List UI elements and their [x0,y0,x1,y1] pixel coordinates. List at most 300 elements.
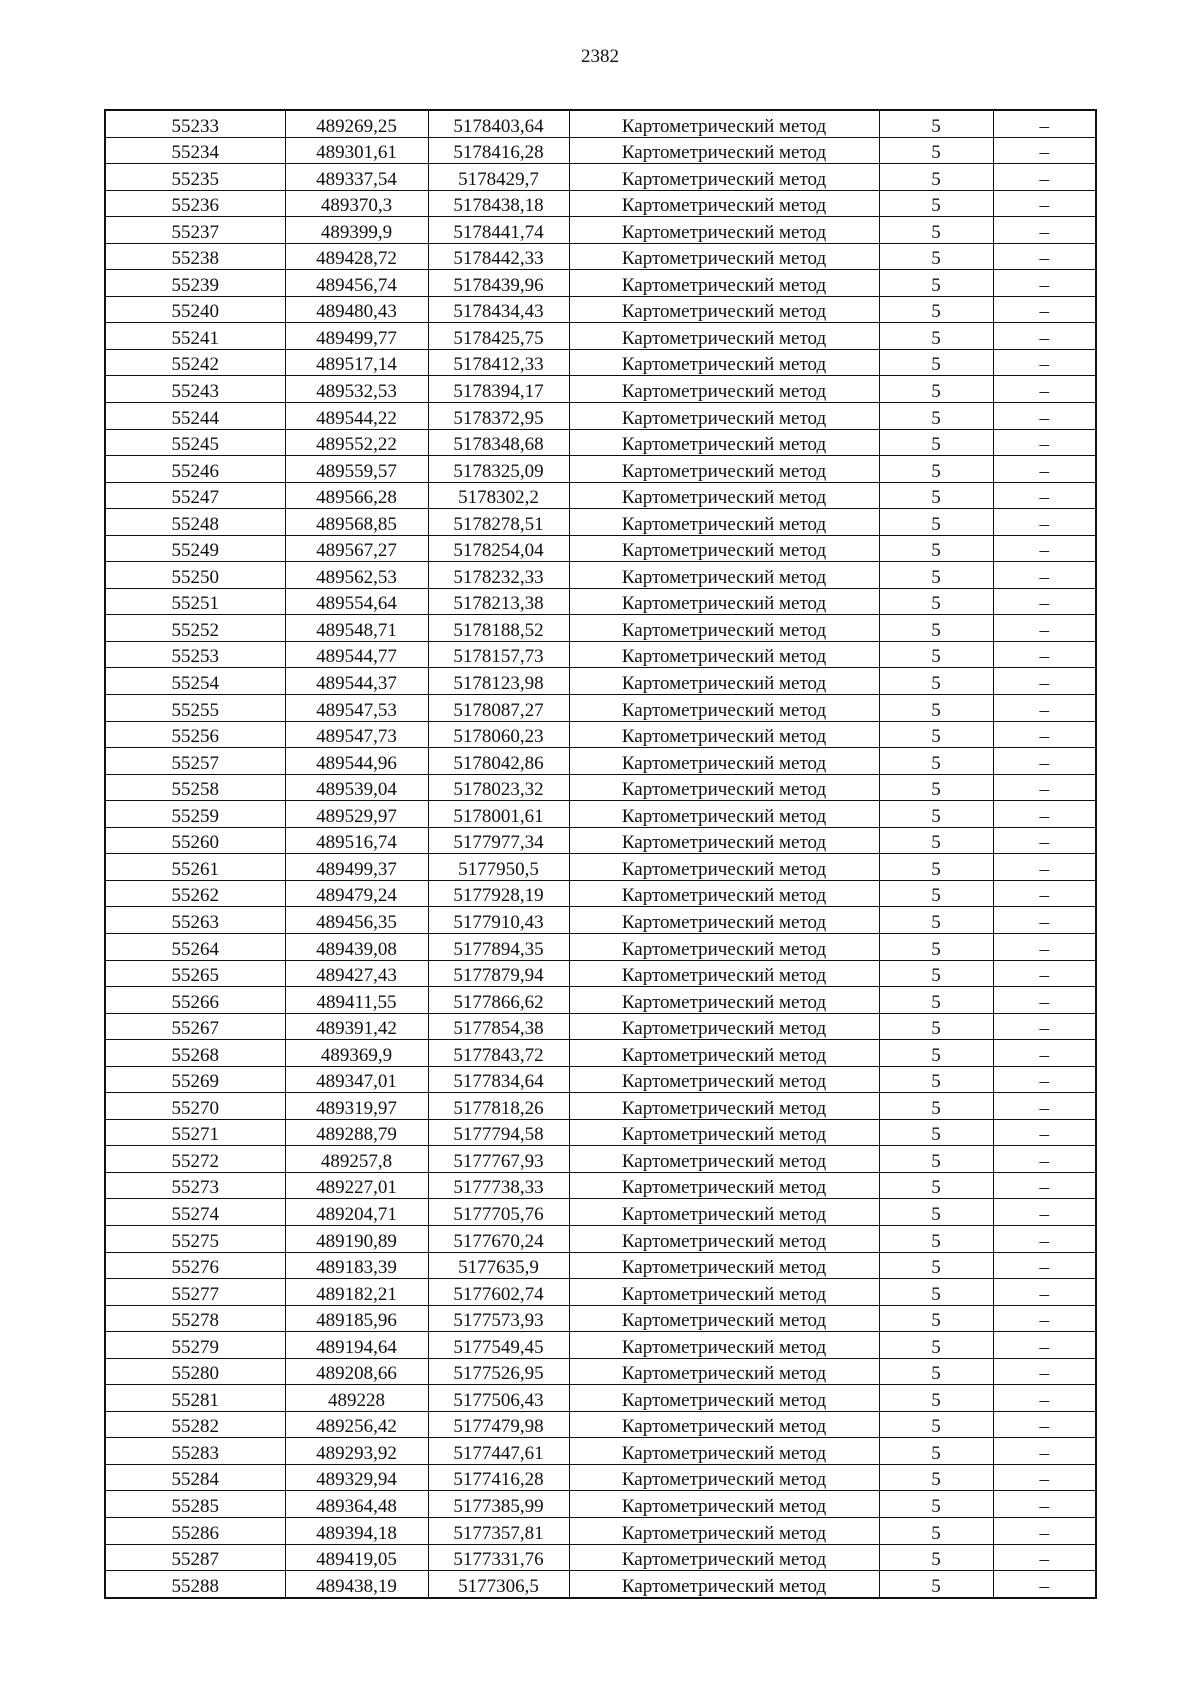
x-coordinate-cell: 489228 [285,1385,428,1412]
y-coordinate-cell: 5178157,73 [428,641,569,668]
y-coordinate-cell: 5177385,99 [428,1491,569,1518]
accuracy-cell: 5 [879,482,993,509]
y-coordinate-cell: 5178325,09 [428,456,569,483]
x-coordinate-cell: 489566,28 [285,482,428,509]
note-cell: – [993,1385,1096,1412]
point-number-cell: 55241 [105,323,285,350]
x-coordinate-cell: 489227,01 [285,1172,428,1199]
note-cell: – [993,1066,1096,1093]
y-coordinate-cell: 5177549,45 [428,1332,569,1359]
x-coordinate-cell: 489411,55 [285,987,428,1014]
method-cell: Картометрический метод [569,429,879,456]
point-number-cell: 55271 [105,1119,285,1146]
x-coordinate-cell: 489516,74 [285,827,428,854]
y-coordinate-cell: 5177977,34 [428,827,569,854]
y-coordinate-cell: 5177928,19 [428,880,569,907]
table-row [105,1358,1096,1385]
method-cell: Картометрический метод [569,1491,879,1518]
point-number-cell: 55286 [105,1517,285,1544]
point-number-cell: 55247 [105,482,285,509]
table-row [105,1305,1096,1332]
accuracy-cell: 5 [879,1172,993,1199]
method-cell: Картометрический метод [569,588,879,615]
note-cell: – [993,137,1096,164]
point-number-cell: 55280 [105,1358,285,1385]
point-number-cell: 55266 [105,987,285,1014]
point-number-cell: 55273 [105,1172,285,1199]
y-coordinate-cell: 5177506,43 [428,1385,569,1412]
accuracy-cell: 5 [879,854,993,881]
x-coordinate-cell: 489185,96 [285,1305,428,1332]
table-row [105,190,1096,217]
x-coordinate-cell: 489319,97 [285,1093,428,1120]
accuracy-cell: 5 [879,933,993,960]
point-number-cell: 55283 [105,1438,285,1465]
method-cell: Картометрический метод [569,270,879,297]
note-cell: – [993,243,1096,270]
accuracy-cell: 5 [879,1358,993,1385]
note-cell: – [993,190,1096,217]
table-row [105,854,1096,881]
method-cell: Картометрический метод [569,801,879,828]
table-row [105,907,1096,934]
y-coordinate-cell: 5177479,98 [428,1411,569,1438]
method-cell: Картометрический метод [569,349,879,376]
accuracy-cell: 5 [879,641,993,668]
y-coordinate-cell: 5177818,26 [428,1093,569,1120]
y-coordinate-cell: 5177843,72 [428,1040,569,1067]
x-coordinate-cell: 489552,22 [285,429,428,456]
x-coordinate-cell: 489194,64 [285,1332,428,1359]
x-coordinate-cell: 489419,05 [285,1544,428,1571]
accuracy-cell: 5 [879,270,993,297]
x-coordinate-cell: 489547,53 [285,695,428,722]
method-cell: Картометрический метод [569,1279,879,1306]
point-number-cell: 55244 [105,403,285,430]
method-cell: Картометрический метод [569,1517,879,1544]
note-cell: – [993,827,1096,854]
note-cell: – [993,1013,1096,1040]
y-coordinate-cell: 5178001,61 [428,801,569,828]
y-coordinate-cell: 5177834,64 [428,1066,569,1093]
point-number-cell: 55236 [105,190,285,217]
table-row [105,1172,1096,1199]
method-cell: Картометрический метод [569,721,879,748]
x-coordinate-cell: 489301,61 [285,137,428,164]
accuracy-cell: 5 [879,1199,993,1226]
accuracy-cell: 5 [879,456,993,483]
note-cell: – [993,403,1096,430]
y-coordinate-cell: 5177866,62 [428,987,569,1014]
point-number-cell: 55285 [105,1491,285,1518]
coordinates-table-body [105,110,1096,1598]
x-coordinate-cell: 489399,9 [285,217,428,244]
method-cell: Картометрический метод [569,1013,879,1040]
note-cell: – [993,482,1096,509]
y-coordinate-cell: 5178412,33 [428,349,569,376]
y-coordinate-cell: 5178416,28 [428,137,569,164]
note-cell: – [993,880,1096,907]
note-cell: – [993,1464,1096,1491]
note-cell: – [993,615,1096,642]
point-number-cell: 55252 [105,615,285,642]
note-cell: – [993,1544,1096,1571]
note-cell: – [993,1093,1096,1120]
point-number-cell: 55255 [105,695,285,722]
accuracy-cell: 5 [879,217,993,244]
x-coordinate-cell: 489337,54 [285,164,428,191]
method-cell: Картометрический метод [569,774,879,801]
x-coordinate-cell: 489256,42 [285,1411,428,1438]
table-row [105,1093,1096,1120]
point-number-cell: 55263 [105,907,285,934]
accuracy-cell: 5 [879,535,993,562]
note-cell: – [993,987,1096,1014]
x-coordinate-cell: 489547,73 [285,721,428,748]
point-number-cell: 55240 [105,296,285,323]
table-row [105,933,1096,960]
y-coordinate-cell: 5178254,04 [428,535,569,562]
y-coordinate-cell: 5177705,76 [428,1199,569,1226]
table-row [105,588,1096,615]
note-cell: – [993,509,1096,536]
point-number-cell: 55274 [105,1199,285,1226]
note-cell: – [993,695,1096,722]
table-row [105,1279,1096,1306]
accuracy-cell: 5 [879,376,993,403]
y-coordinate-cell: 5177357,81 [428,1517,569,1544]
method-cell: Картометрический метод [569,535,879,562]
x-coordinate-cell: 489456,35 [285,907,428,934]
table-row [105,482,1096,509]
y-coordinate-cell: 5177767,93 [428,1146,569,1173]
point-number-cell: 55276 [105,1252,285,1279]
y-coordinate-cell: 5178023,32 [428,774,569,801]
y-coordinate-cell: 5178213,38 [428,588,569,615]
table-row [105,1571,1096,1598]
method-cell: Картометрический метод [569,562,879,589]
method-cell: Картометрический метод [569,137,879,164]
method-cell: Картометрический метод [569,1544,879,1571]
x-coordinate-cell: 489562,53 [285,562,428,589]
table-row [105,695,1096,722]
y-coordinate-cell: 5177879,94 [428,960,569,987]
method-cell: Картометрический метод [569,827,879,854]
table-row [105,1040,1096,1067]
x-coordinate-cell: 489369,9 [285,1040,428,1067]
accuracy-cell: 5 [879,243,993,270]
note-cell: – [993,1332,1096,1359]
accuracy-cell: 5 [879,1438,993,1465]
point-number-cell: 55260 [105,827,285,854]
table-row [105,1411,1096,1438]
table-row [105,987,1096,1014]
method-cell: Картометрический метод [569,933,879,960]
note-cell: – [993,1358,1096,1385]
method-cell: Картометрический метод [569,748,879,775]
accuracy-cell: 5 [879,615,993,642]
method-cell: Картометрический метод [569,1066,879,1093]
method-cell: Картометрический метод [569,987,879,1014]
accuracy-cell: 5 [879,1119,993,1146]
method-cell: Картометрический метод [569,668,879,695]
x-coordinate-cell: 489544,22 [285,403,428,430]
method-cell: Картометрический метод [569,1172,879,1199]
y-coordinate-cell: 5177635,9 [428,1252,569,1279]
accuracy-cell: 5 [879,323,993,350]
table-row [105,535,1096,562]
x-coordinate-cell: 489190,89 [285,1225,428,1252]
method-cell: Картометрический метод [569,509,879,536]
x-coordinate-cell: 489499,77 [285,323,428,350]
note-cell: – [993,164,1096,191]
x-coordinate-cell: 489517,14 [285,349,428,376]
accuracy-cell: 5 [879,1385,993,1412]
point-number-cell: 55257 [105,748,285,775]
point-number-cell: 55265 [105,960,285,987]
table-row [105,137,1096,164]
point-number-cell: 55248 [105,509,285,536]
table-row [105,164,1096,191]
accuracy-cell: 5 [879,190,993,217]
accuracy-cell: 5 [879,987,993,1014]
table-row [105,880,1096,907]
table-row [105,1066,1096,1093]
y-coordinate-cell: 5178188,52 [428,615,569,642]
x-coordinate-cell: 489370,3 [285,190,428,217]
point-number-cell: 55253 [105,641,285,668]
x-coordinate-cell: 489329,94 [285,1464,428,1491]
method-cell: Картометрический метод [569,323,879,350]
point-number-cell: 55268 [105,1040,285,1067]
note-cell: – [993,1491,1096,1518]
table-row [105,1332,1096,1359]
x-coordinate-cell: 489529,97 [285,801,428,828]
method-cell: Картометрический метод [569,456,879,483]
x-coordinate-cell: 489480,43 [285,296,428,323]
method-cell: Картометрический метод [569,164,879,191]
accuracy-cell: 5 [879,1305,993,1332]
x-coordinate-cell: 489548,71 [285,615,428,642]
table-row [105,1199,1096,1226]
accuracy-cell: 5 [879,721,993,748]
x-coordinate-cell: 489204,71 [285,1199,428,1226]
accuracy-cell: 5 [879,880,993,907]
note-cell: – [993,748,1096,775]
table-row [105,429,1096,456]
accuracy-cell: 5 [879,748,993,775]
table-row [105,243,1096,270]
accuracy-cell: 5 [879,827,993,854]
table-row [105,376,1096,403]
point-number-cell: 55239 [105,270,285,297]
table-row [105,562,1096,589]
note-cell: – [993,1040,1096,1067]
method-cell: Картометрический метод [569,403,879,430]
point-number-cell: 55277 [105,1279,285,1306]
method-cell: Картометрический метод [569,190,879,217]
method-cell: Картометрический метод [569,1040,879,1067]
point-number-cell: 55262 [105,880,285,907]
x-coordinate-cell: 489567,27 [285,535,428,562]
point-number-cell: 55249 [105,535,285,562]
method-cell: Картометрический метод [569,217,879,244]
x-coordinate-cell: 489554,64 [285,588,428,615]
note-cell: – [993,217,1096,244]
point-number-cell: 55233 [105,110,285,137]
table-row [105,1119,1096,1146]
method-cell: Картометрический метод [569,1225,879,1252]
x-coordinate-cell: 489559,57 [285,456,428,483]
note-cell: – [993,456,1096,483]
accuracy-cell: 5 [879,1517,993,1544]
note-cell: – [993,323,1096,350]
point-number-cell: 55275 [105,1225,285,1252]
note-cell: – [993,1517,1096,1544]
y-coordinate-cell: 5178087,27 [428,695,569,722]
accuracy-cell: 5 [879,509,993,536]
method-cell: Картометрический метод [569,296,879,323]
y-coordinate-cell: 5178042,86 [428,748,569,775]
x-coordinate-cell: 489183,39 [285,1252,428,1279]
y-coordinate-cell: 5178439,96 [428,270,569,297]
x-coordinate-cell: 489428,72 [285,243,428,270]
note-cell: – [993,907,1096,934]
point-number-cell: 55284 [105,1464,285,1491]
table-row [105,403,1096,430]
table-row [105,296,1096,323]
table-row [105,1013,1096,1040]
point-number-cell: 55270 [105,1093,285,1120]
y-coordinate-cell: 5177794,58 [428,1119,569,1146]
y-coordinate-cell: 5178232,33 [428,562,569,589]
note-cell: – [993,1199,1096,1226]
accuracy-cell: 5 [879,1252,993,1279]
x-coordinate-cell: 489394,18 [285,1517,428,1544]
note-cell: – [993,1571,1096,1598]
note-cell: – [993,588,1096,615]
table-row [105,615,1096,642]
y-coordinate-cell: 5178403,64 [428,110,569,137]
y-coordinate-cell: 5177447,61 [428,1438,569,1465]
table-row [105,1438,1096,1465]
x-coordinate-cell: 489544,37 [285,668,428,695]
table-row [105,827,1096,854]
table-row [105,1517,1096,1544]
table-row [105,217,1096,244]
point-number-cell: 55235 [105,164,285,191]
point-number-cell: 55234 [105,137,285,164]
x-coordinate-cell: 489479,24 [285,880,428,907]
note-cell: – [993,668,1096,695]
table-row [105,349,1096,376]
note-cell: – [993,1119,1096,1146]
point-number-cell: 55261 [105,854,285,881]
table-row [105,1544,1096,1571]
y-coordinate-cell: 5177894,35 [428,933,569,960]
point-number-cell: 55267 [105,1013,285,1040]
point-number-cell: 55254 [105,668,285,695]
point-number-cell: 55250 [105,562,285,589]
accuracy-cell: 5 [879,110,993,137]
method-cell: Картометрический метод [569,1305,879,1332]
accuracy-cell: 5 [879,907,993,934]
point-number-cell: 55237 [105,217,285,244]
note-cell: – [993,1225,1096,1252]
table-row [105,774,1096,801]
y-coordinate-cell: 5178429,7 [428,164,569,191]
accuracy-cell: 5 [879,1225,993,1252]
note-cell: – [993,801,1096,828]
accuracy-cell: 5 [879,296,993,323]
method-cell: Картометрический метод [569,110,879,137]
point-number-cell: 55264 [105,933,285,960]
x-coordinate-cell: 489288,79 [285,1119,428,1146]
x-coordinate-cell: 489208,66 [285,1358,428,1385]
method-cell: Картометрический метод [569,907,879,934]
note-cell: – [993,349,1096,376]
note-cell: – [993,960,1096,987]
accuracy-cell: 5 [879,164,993,191]
accuracy-cell: 5 [879,695,993,722]
accuracy-cell: 5 [879,1040,993,1067]
table-row [105,270,1096,297]
y-coordinate-cell: 5177738,33 [428,1172,569,1199]
accuracy-cell: 5 [879,588,993,615]
accuracy-cell: 5 [879,1544,993,1571]
x-coordinate-cell: 489499,37 [285,854,428,881]
table-row [105,509,1096,536]
note-cell: – [993,270,1096,297]
y-coordinate-cell: 5177573,93 [428,1305,569,1332]
method-cell: Картометрический метод [569,243,879,270]
accuracy-cell: 5 [879,403,993,430]
method-cell: Картометрический метод [569,960,879,987]
point-number-cell: 55282 [105,1411,285,1438]
point-number-cell: 55246 [105,456,285,483]
method-cell: Картометрический метод [569,1385,879,1412]
table-row [105,1385,1096,1412]
y-coordinate-cell: 5177854,38 [428,1013,569,1040]
note-cell: – [993,376,1096,403]
method-cell: Картометрический метод [569,1199,879,1226]
point-number-cell: 55288 [105,1571,285,1598]
x-coordinate-cell: 489532,53 [285,376,428,403]
x-coordinate-cell: 489391,42 [285,1013,428,1040]
note-cell: – [993,535,1096,562]
note-cell: – [993,1172,1096,1199]
y-coordinate-cell: 5178060,23 [428,721,569,748]
y-coordinate-cell: 5178441,74 [428,217,569,244]
method-cell: Картометрический метод [569,1358,879,1385]
accuracy-cell: 5 [879,429,993,456]
accuracy-cell: 5 [879,1491,993,1518]
method-cell: Картометрический метод [569,1571,879,1598]
x-coordinate-cell: 489293,92 [285,1438,428,1465]
accuracy-cell: 5 [879,1013,993,1040]
y-coordinate-cell: 5177331,76 [428,1544,569,1571]
method-cell: Картометрический метод [569,695,879,722]
note-cell: – [993,429,1096,456]
y-coordinate-cell: 5177526,95 [428,1358,569,1385]
accuracy-cell: 5 [879,1279,993,1306]
method-cell: Картометрический метод [569,482,879,509]
point-number-cell: 55251 [105,588,285,615]
point-number-cell: 55272 [105,1146,285,1173]
accuracy-cell: 5 [879,1066,993,1093]
method-cell: Картометрический метод [569,1252,879,1279]
y-coordinate-cell: 5178394,17 [428,376,569,403]
